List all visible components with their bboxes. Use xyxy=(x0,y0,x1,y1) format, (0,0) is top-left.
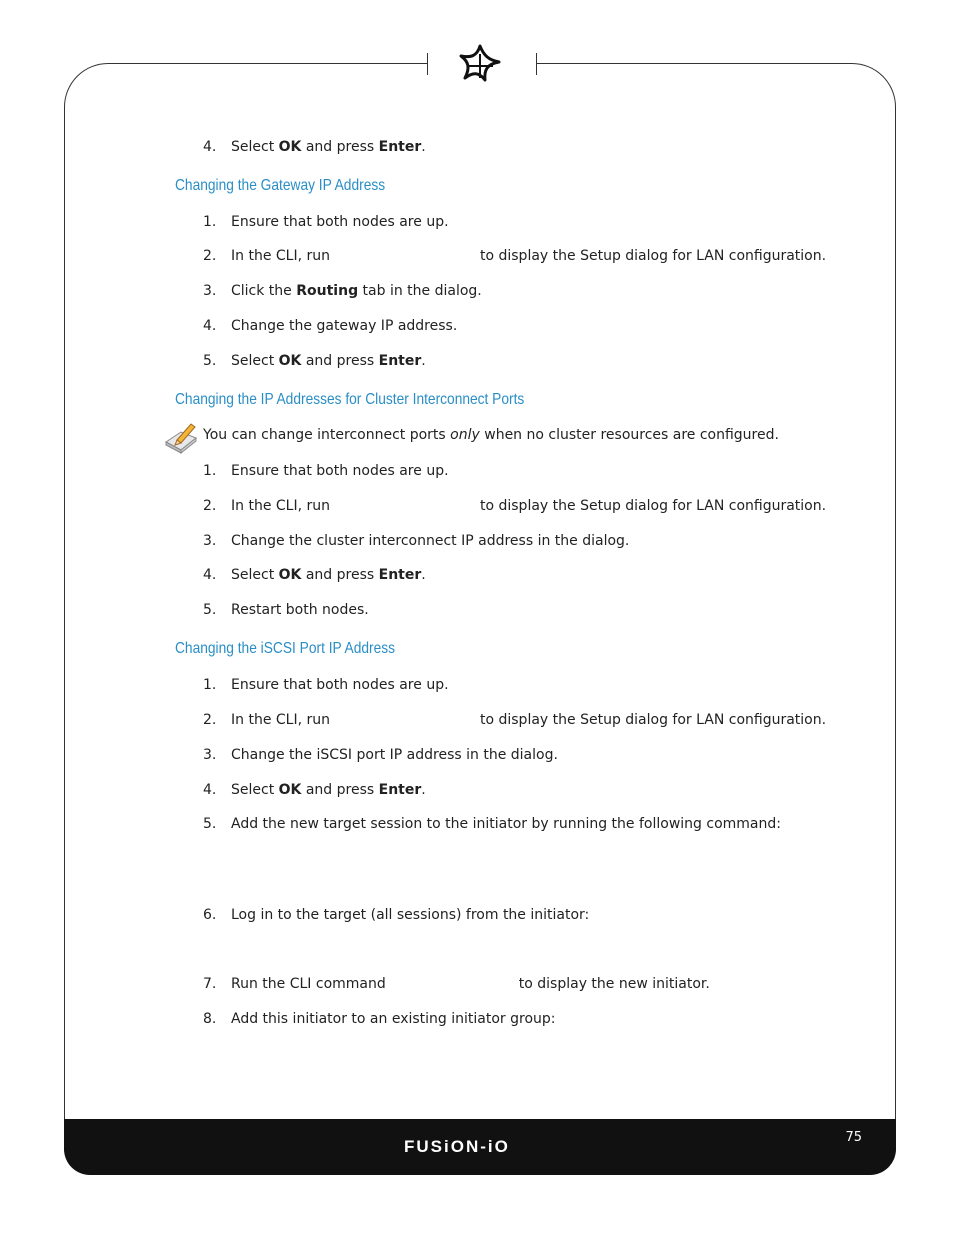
list-number: 4. xyxy=(203,567,217,583)
page-footer xyxy=(64,1119,896,1175)
list-number: 4. xyxy=(203,782,217,798)
text-run: Select xyxy=(231,567,279,583)
list-item xyxy=(203,975,710,993)
text-run: In the CLI, run xyxy=(231,712,330,728)
text-run: Click the xyxy=(231,283,297,299)
list-item xyxy=(203,566,426,584)
list-number: 3. xyxy=(203,747,217,763)
list-item xyxy=(203,815,781,833)
fusion-io-star-logo-icon xyxy=(453,44,507,88)
bold-text: Routing xyxy=(296,283,359,299)
text-run: . xyxy=(421,567,426,583)
text-run: In the CLI, run xyxy=(231,498,330,514)
list-number: 1. xyxy=(203,463,217,479)
text-run: Select xyxy=(231,353,279,369)
text-run: and press xyxy=(301,567,379,583)
list-item xyxy=(203,462,449,480)
text-run: In the CLI, run xyxy=(231,248,330,264)
bold-text: OK xyxy=(278,353,302,369)
text-run: Ensure that both nodes are up. xyxy=(231,463,449,479)
list-item xyxy=(203,676,449,694)
text-run: . xyxy=(421,353,426,369)
list-item xyxy=(203,317,457,335)
list-item xyxy=(203,601,369,619)
bold-text: Enter xyxy=(378,353,422,369)
text-run: You can change interconnect ports xyxy=(203,427,451,443)
list-item xyxy=(203,532,629,550)
list-item xyxy=(203,781,426,799)
text-run: and press xyxy=(301,353,379,369)
bold-text: Enter xyxy=(378,782,422,798)
bold-text: OK xyxy=(278,782,302,798)
header-divider-left xyxy=(427,53,428,75)
text-run: and press xyxy=(301,782,379,798)
text-run: Select xyxy=(231,782,279,798)
list-number: 1. xyxy=(203,214,217,230)
list-number: 7. xyxy=(203,976,217,992)
list-number: 5. xyxy=(203,816,217,832)
list-number: 5. xyxy=(203,602,217,618)
text-run: . xyxy=(421,782,426,798)
list-item xyxy=(203,352,426,370)
bold-text: Enter xyxy=(378,567,422,583)
bold-text: Enter xyxy=(378,139,422,155)
italic-text: only xyxy=(450,427,480,443)
text-run: to display the Setup dialog for LAN configuration. xyxy=(479,498,827,514)
fusion-io-wordmark-logo: FUSiON-iO xyxy=(404,1137,510,1156)
list-item xyxy=(203,906,589,924)
section-heading-iscsi: Changing the iSCSI Port IP Address xyxy=(175,640,396,657)
text-run: Change the cluster interconnect IP address in the dialog. xyxy=(231,533,630,549)
bold-text: OK xyxy=(278,567,302,583)
note-pencil-icon xyxy=(163,420,199,454)
list-number: 3. xyxy=(203,283,217,299)
page-frame xyxy=(64,63,896,1173)
text-run: tab in the dialog. xyxy=(358,283,482,299)
list-number: 2. xyxy=(203,712,217,728)
text-run: Ensure that both nodes are up. xyxy=(231,677,449,693)
list-item xyxy=(203,138,426,156)
list-item xyxy=(203,1010,556,1028)
text-run: Ensure that both nodes are up. xyxy=(231,214,449,230)
section-heading-interconnect: Changing the IP Addresses for Cluster Interconnect Ports xyxy=(175,391,525,408)
text-run: Log in to the target (all sessions) from the initiator: xyxy=(231,907,590,923)
list-number: 6. xyxy=(203,907,217,923)
text-run: to display the Setup dialog for LAN configuration. xyxy=(479,712,827,728)
text-run: to display the Setup dialog for LAN configuration. xyxy=(479,248,827,264)
list-number: 1. xyxy=(203,677,217,693)
list-number: 5. xyxy=(203,353,217,369)
page-number: 75 xyxy=(845,1130,862,1145)
bold-text: OK xyxy=(278,139,302,155)
list-item xyxy=(203,247,826,265)
text-run: Add this initiator to an existing initiator group: xyxy=(231,1011,556,1027)
list-number: 2. xyxy=(203,498,217,514)
text-run: Run the CLI command xyxy=(231,976,386,992)
text-run: Add the new target session to the initiator by running the following command: xyxy=(231,816,781,832)
list-number: 4. xyxy=(203,139,217,155)
text-run: . xyxy=(421,139,426,155)
text-run: Select xyxy=(231,139,279,155)
list-number: 4. xyxy=(203,318,217,334)
list-number: 8. xyxy=(203,1011,217,1027)
text-run: and press xyxy=(301,139,379,155)
list-item xyxy=(203,213,449,231)
text-run: Change the gateway IP address. xyxy=(231,318,458,334)
header-divider-right xyxy=(536,53,537,75)
list-item xyxy=(203,746,558,764)
list-number: 3. xyxy=(203,533,217,549)
text-run: to display the new initiator. xyxy=(518,976,710,992)
section-heading-gateway: Changing the Gateway IP Address xyxy=(175,177,386,194)
text-run: when no cluster resources are configured. xyxy=(479,427,779,443)
list-number: 2. xyxy=(203,248,217,264)
list-item xyxy=(203,497,826,515)
text-run: Restart both nodes. xyxy=(231,602,369,618)
note-text xyxy=(203,426,779,444)
list-item xyxy=(203,282,482,300)
text-run: Change the iSCSI port IP address in the dialog. xyxy=(231,747,558,763)
list-item xyxy=(203,711,826,729)
